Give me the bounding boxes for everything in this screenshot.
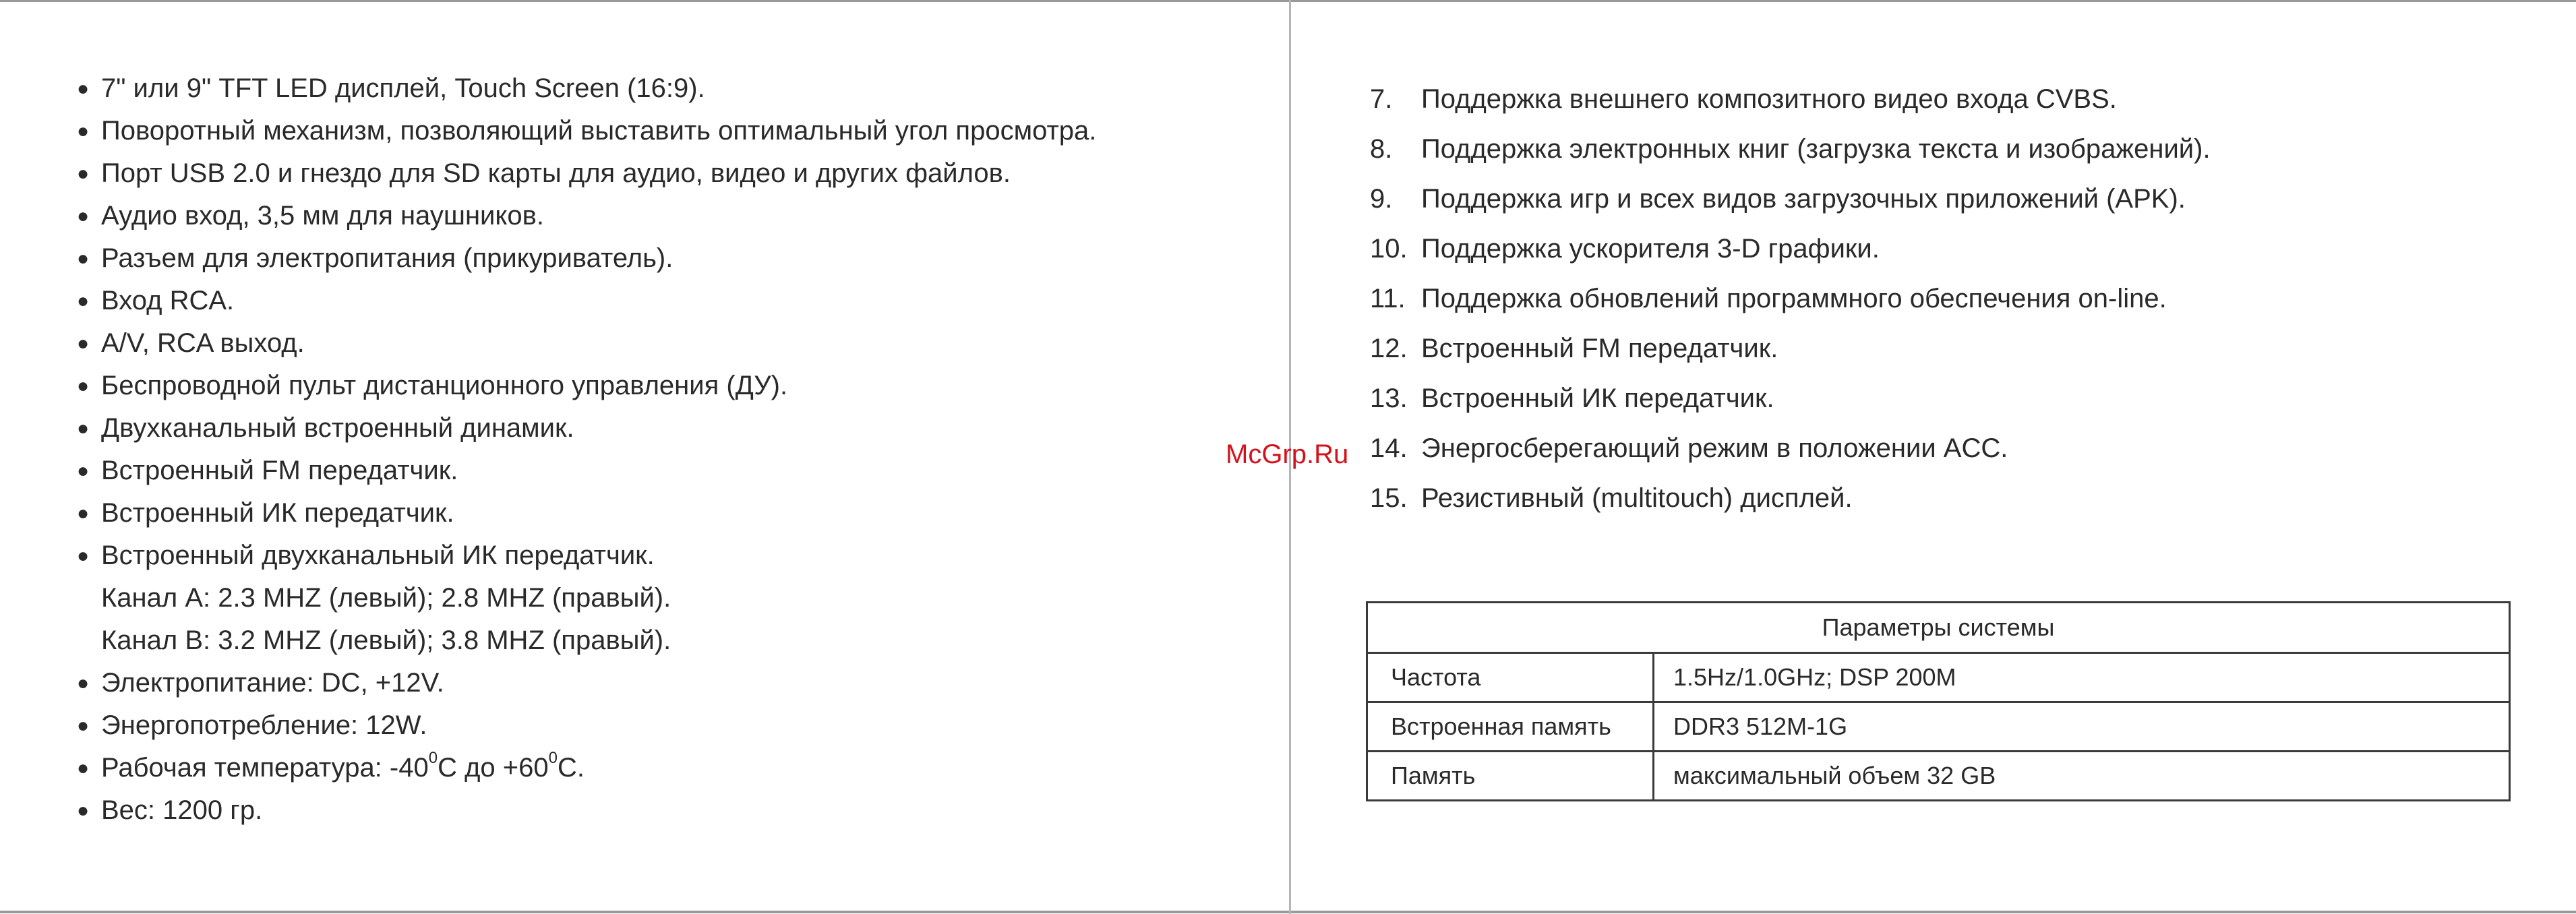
channel-b-line: Канал B: 3.2 MHZ (левый); 3.8 MHZ (правый). [101,626,671,655]
top-border [0,0,2576,2]
table-cell-value: DDR3 512M-1G [1654,702,2510,752]
bullet-icon: ● [77,78,90,100]
list-item: ● Поворотный механизм, позволяющий выставить оптимальный угол просмотра. [74,110,1261,152]
bullet-icon: ● [77,757,90,779]
bullet-icon: ● [77,502,90,524]
list-item: 14. Энергосберегающий режим в положении ACC. [1370,433,2008,463]
list-item: 13. Встроенный ИК передатчик. [1370,384,1774,413]
table-row [1367,752,2510,801]
list-item: ● 7" или 9" TFT LED дисплей, Touch Screen (16:9). [74,67,1261,110]
watermark: McGrp.Ru [1226,439,1349,469]
list-item: ● A/V, RCA выход. [74,322,1261,365]
list-item: ● Двухканальный встроенный динамик. [74,407,1261,450]
list-item: 10. Поддержка ускорителя 3-D графики. [1370,234,1880,264]
table-cell-label: Встроенная память [1367,702,1654,752]
bullet-icon: ● [77,417,90,439]
list-item: 11. Поддержка обновлений программного обеспечения on-line. [1370,284,2167,313]
left-page [74,67,1261,832]
list-item: 9. Поддержка игр и всех видов загрузочных приложений (APK). [1370,184,2186,214]
table-row [1367,653,2510,702]
bullet-icon: ● [77,290,90,312]
list-item: ● Вес: 1200 гр. [74,789,1261,832]
list-item: ● Разъем для электропитания (прикуриватель). [74,237,1261,280]
list-item: ● Встроенный ИК передатчик. [74,492,1261,535]
table-row [1367,702,2510,752]
bullet-icon: ● [77,205,90,227]
list-item: ● Энергопотребление: 12W. [74,704,1261,747]
list-item: ● Вход RCA. [74,280,1261,322]
list-item: 15. Резистивный (multitouch) дисплей. [1370,483,1853,513]
channel-a-line: Канал A: 2.3 MHZ (левый); 2.8 MHZ (правый). [101,583,671,613]
list-item: 12. Встроенный FM передатчик. [1370,334,1778,363]
list-item: 7. Поддержка внешнего композитного видео входа CVBS. [1370,84,2117,114]
bullet-icon: ● [77,714,90,737]
list-item: ● Встроенный двухканальный ИК передатчик. [74,535,1261,577]
list-item: ● Встроенный FM передатчик. [74,450,1261,492]
system-parameters-table [1366,601,2511,801]
list-item: ● Беспроводной пульт дистанционного управления (ДУ). [74,365,1261,407]
table-title: Параметры системы [1367,603,2510,653]
bullet-icon: ● [77,672,90,694]
list-item: ● Электропитание: DC, +12V. [74,662,1261,704]
list-item: ● Порт USB 2.0 и гнездо для SD карты для аудио, видео и других файлов. [74,152,1261,195]
table-header-row [1367,603,2510,653]
bullet-icon: ● [77,799,90,822]
right-page [1370,74,2516,523]
list-item: ● Аудио вход, 3,5 мм для наушников. [74,195,1261,237]
bullet-icon: ● [77,375,90,397]
bottom-border [0,911,2576,913]
table-cell-value: 1.5Hz/1.0GHz; DSP 200M [1654,653,2510,702]
bullet-icon: ● [77,332,90,355]
bullet-icon: ● [77,247,90,270]
list-item: 8. Поддержка электронных книг (загрузка текста и изображений). [1370,134,2211,164]
bullet-icon: ● [77,460,90,482]
temperature-item: ● Рабочая температура: $-40^0C$ до $+60^0C$. [74,747,1261,789]
bullet-icon: ● [77,545,90,567]
bullet-icon: ● [77,162,90,185]
table-cell-label: Память [1367,752,1654,801]
table-cell-label: Частота [1367,653,1654,702]
table-cell-value: максимальный объем 32 GB [1654,752,2510,801]
bullet-icon: ● [77,120,90,142]
